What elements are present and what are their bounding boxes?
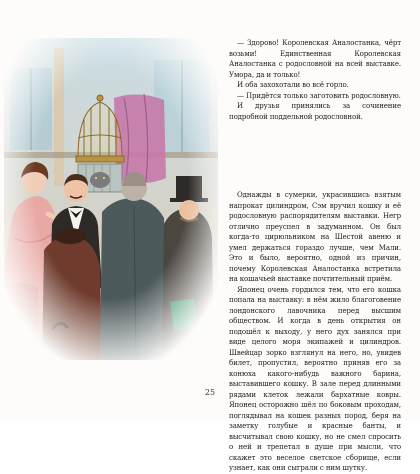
paragraph: Японец очень гордился тем, что его кошка попала на выставку: в нём жило благоговение лондонского лавочника перед высшим обществом. И когда в день открытия он подошёл к выходу, у него дух занялся при виде целого моря экипажей и цилиндров. Швейцар зорко взглянул на него, но, увидев билет, пропустил, вероятно приняв его за конюха какого-нибудь важного барина, выставившего кошку. В зале перед длинными рядами клеток лежали бархатные ковры. Японец осторожно шёл по боковым проходам, поглядывал на кошек разных пород, беря на заметку голубые и красные банты, и высчитывал свою кошку, но не смел спросить о ней и трепетал в душе при мысли, что скажет это веселое светское сборище, если узнает, как они сыграли с ним шутку. <box>229 285 401 472</box>
illustration <box>4 38 218 360</box>
paragraph: И друзья принялись за сочинение подробной поддельной родословной. <box>229 102 401 121</box>
text-column-bottom <box>229 190 401 474</box>
paragraph: Однажды в сумерки, украсившись взятым напрокат цилиндром, Сэм вручил кошку и её родословную распорядителям выставки. Негр отличнo преуспел в задуманном. Он был когда-то цирюльником на Шестой авеню и умел держаться гораздо лучше, чем Мали. Это и было, вероятно, одной из причин, почему Королевская Аналостанка встретила на кошачьей выставке почтительный приём. <box>229 191 401 283</box>
paragraph: И оба захохотали во всё горло. <box>237 81 349 89</box>
page-number: 25 <box>204 388 216 397</box>
paragraph: — Здорово! Королевская Аналостанка, чёрт возьми! Единственная Королевская Аналостанка с родословной на всей выставке. Умора, да и только! <box>229 39 401 79</box>
text-column-top <box>229 38 401 122</box>
paragraph: — Придётся только заготовить родословную. <box>237 91 401 100</box>
